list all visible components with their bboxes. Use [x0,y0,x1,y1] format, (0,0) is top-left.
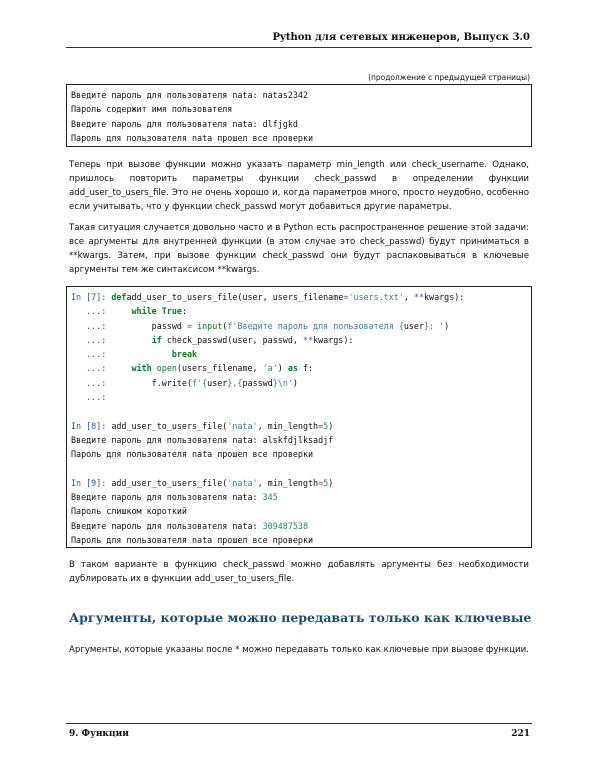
code-token: 'nata' [227,477,258,488]
output-line: Пароль для пользователя nata прошел все проверки [71,132,314,143]
code-line [71,519,527,533]
code-token: with [131,363,152,374]
code-token: Пароль слишком короткий [71,506,187,517]
code-line [71,462,527,476]
code-token: Пароль для пользователя nata прошел все проверки [71,535,314,546]
code-token: add_user_to_users_file( [111,420,228,431]
output-block [66,84,532,147]
code-block [66,286,532,548]
code-token: ) [328,477,334,488]
footer-rule [66,723,532,724]
code-token: Введите пароль для пользователя nata: [71,520,263,531]
code-token: ...: [71,334,112,345]
footer-chapter: 9. Функции [69,729,129,739]
code-line [71,433,527,447]
code-token: True [156,306,182,317]
code-token: ** [302,334,314,345]
code-token: In [9]: [71,477,112,488]
code-line [71,290,527,304]
code-token: , [403,292,414,302]
code-token: break [171,349,198,360]
code-token [111,349,172,359]
code-line [71,333,527,347]
running-header: Python для сетевых инженеров, Выпуск 3.0 [272,32,530,43]
code-token: Пароль для пользователя nata прошел все проверки [71,449,314,460]
paragraph: Теперь при вызове функции можно указать параметр min_length или check_username. Однако, пришлось повторить параметры функции check_passwd в определении функции add_user_to_users_file. Это не очень хорошо и, когда параметров много, просто неудобно, особенно если учитывать, что у функции check_passwd могут добавиться другие параметры. [69,160,529,212]
code-line [71,361,527,375]
output-line: Введите пароль для пользователя nata: dlfjgkd [71,118,298,129]
code-token: user [403,320,424,331]
code-token: def [111,292,127,302]
code-token: }\n' [272,377,293,388]
code-token: add_user_to_users_file(user, users_filename [126,292,344,302]
code-token: f: [297,363,314,374]
code-line [71,476,527,490]
code-token: open [151,363,177,374]
output-line: Пароль содержит имя пользователя [71,104,233,115]
code-token: ...: [71,363,112,374]
code-line [71,390,527,404]
code-token: ) [328,420,334,431]
code-token: }: ' [424,320,445,331]
continuation-note: (продолжение с предыдущей страницы) [368,73,530,82]
code-token: ...: [71,392,107,403]
code-token: 5 [323,420,329,431]
code-token: ...: [71,377,112,388]
code-line [71,347,527,361]
code-token: , min_length [257,477,319,488]
code-token [111,363,131,373]
code-token: 'users.txt' [348,292,404,302]
code-token: : [181,306,187,317]
code-token [111,335,151,345]
code-token: },{ [227,377,243,388]
page-number: 221 [511,729,530,739]
code-line [71,404,527,418]
code-line [71,490,527,504]
code-token: ) [277,363,288,374]
code-token: Введите пароль для пользователя nata: alskfdjlksadjf [71,434,334,445]
header-rule [66,47,532,48]
paragraph: Аргументы, которые указаны после * можно передавать только как ключевые при вызове функции. [69,645,529,655]
code-token: (users_filename, [176,363,263,374]
section-heading: Аргументы, которые можно передавать только как ключевые [69,610,532,625]
code-token: input [192,320,223,331]
output-line: Введите пароль для пользователя nata: natas2342 [71,90,308,100]
code-token: In [8]: [71,420,112,431]
code-token: as [287,363,298,374]
code-token: = [318,477,324,488]
paragraph: В таком варианте в функцию check_passwd можно добавлять аргументы без необходимости дублировать их в функции add_user_to_users_file. [69,560,529,584]
code-token: passwd [111,320,187,331]
code-token [111,306,131,316]
code-token: f'Введите пароль для пользователя { [227,320,404,331]
code-token: f'{ [192,377,208,388]
code-token: In [7]: [71,292,112,302]
code-token: 309487538 [262,520,308,531]
code-token: 'nata' [227,420,258,431]
code-token: if [151,334,162,345]
code-token: = [318,420,324,431]
code-token: ) [444,320,450,331]
code-token: check_passwd(user, passwd, [161,334,303,345]
code-token: = [186,320,193,331]
code-token: 'a' [262,363,278,374]
code-token: ) [292,377,298,388]
code-line [71,319,527,333]
code-token: 5 [323,477,329,488]
code-token: kwargs): [313,334,354,345]
code-token: passwd [242,377,273,388]
code-line [71,304,527,318]
code-token: user [207,377,228,388]
code-token: , min_length [257,420,319,431]
code-token: add_user_to_users_file( [111,477,228,488]
code-token: Введите пароль для пользователя nata: [71,492,263,503]
code-line [71,533,527,547]
code-token: f.write( [111,377,193,388]
code-token: 345 [262,492,278,503]
code-token: ...: [71,306,112,317]
paragraph: Такая ситуация случается довольно часто и в Python есть распространенное решение этой задачи: все аргументы для внутренней функции (в этом случае это check_passwd) будут приниматься в **kwargs. Затем, при вызове функции check_passwd они будут распаковываться в ключевые аргументы тем же синтаксисом **kwargs. [69,223,529,275]
code-token: while [131,306,157,317]
code-token: kwargs): [424,292,465,302]
code-line [71,447,527,461]
code-line [71,376,527,390]
code-token: ** [413,292,425,302]
code-token: ...: [71,320,112,331]
code-line [71,419,527,433]
code-token: ( [222,320,228,331]
code-token: ...: [71,349,112,360]
code-token: = [343,292,349,302]
code-line [71,504,527,518]
